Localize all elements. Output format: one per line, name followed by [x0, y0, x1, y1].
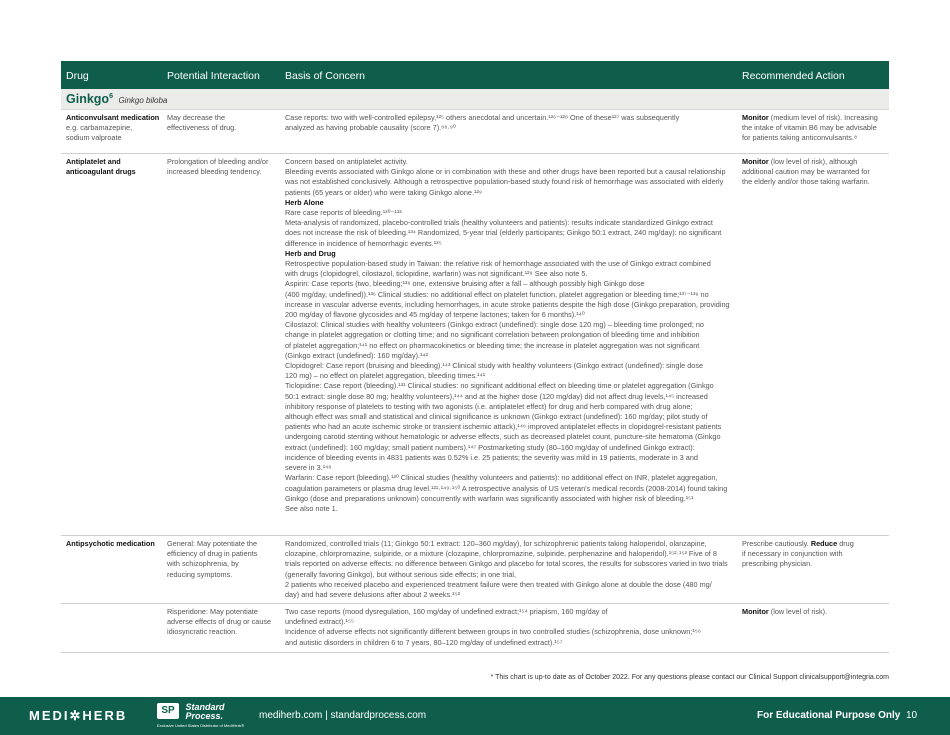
text-line: change in platelet aggregation or clotting time; and no significant correlation between prolongation of bleeding time and inhibition [285, 330, 700, 340]
text-line: efficiency of drug in patients [167, 549, 258, 559]
text-line: Retrospective population-based study in Taiwan: the relative risk of hemorrhage associated with the use of Ginkgo extract combined [285, 259, 711, 269]
text-line: clozapine, chlorpromazine, sulpiride, or a mixture (clozapine, chlorpromazine, sulpiride, perphenazine and haloperidol).¹⁵²·¹⁵³ Five of 8 [285, 549, 717, 559]
text-line: does not increase the risk of bleeding.¹³⁴ Randomized, 5-year trial (elderly participants; Ginkgo 50:1 extract, 240 mg/day): no significant [285, 228, 722, 238]
action-cell: Monitor (low level of risk), although additional caution may be warranted for the elderly and/or those taking warfarin. [742, 157, 870, 187]
text-line: (Ginkgo extract (undefined): 160 mg/day).¹⁴² [285, 350, 429, 360]
text-line: See also note 1. [285, 503, 338, 513]
interaction-cell: Prolongation of bleeding and/or increased bleeding tendency. [167, 157, 269, 177]
basis-cell: Case reports: two with well-controlled epilepsy,¹²⁵ others anecdotal and uncertain.¹²⁶⁻¹²⁸ One of these¹²⁷ was subsequently analyzed as having probable causality (score 7).⁸⁸·⁹⁰ [285, 113, 680, 133]
action-cell: Monitor (medium level of risk). Increasing the intake of vitamin B6 may be advisable for patients taking anticonvulsants.⁸ [742, 113, 878, 143]
action-cell: Prescribe cautiously. Reduce drug if necessary in conjunction with prescribing physician. [742, 539, 854, 569]
text-line: Two case reports (mood dysregulation, 160 mg/day of undefined extract;¹⁵⁴ priapism, 160 mg/day of [285, 607, 608, 616]
interaction-cell [167, 539, 279, 580]
text-line: trials reported on adverse effects: no difference between Ginkgo and placebo for total scores, the results for subscores varied in two trials [285, 559, 728, 569]
text-line: undergoing carotid stenting without hematologic or adverse effects, such as decreased platelet count, puncture-site hematoma (Ginkgo [285, 432, 721, 442]
text-line: (generally favoring Ginkgo), but without serious side effects; in one trial, [285, 569, 517, 579]
table-row-antiplatelet [61, 154, 889, 536]
text-line: Clopidogrel: Case report (bruising and bleeding).¹⁴³ Clinical study with healthy volunteers (Ginkgo extract (undefined): single dose [285, 361, 704, 371]
text-line: Incidence of adverse effects not significantly different between groups in two controlled studies (schizophrenia, dose unknown;¹⁵⁶ [285, 627, 701, 637]
table-row-antipsychotic [61, 536, 889, 604]
drug-cell: Antipsychotic medication [66, 539, 155, 548]
text-line: extract (undefined): 160 mg/day; small patient numbers).¹⁴⁷ Postmarketing study (80–160 mg/day of undefined Ginkgo extract): [285, 442, 695, 452]
text-line: day) and had severe delusions after about 2 weeks.¹⁵² [285, 590, 461, 600]
table-row-anticonvulsant [61, 110, 889, 154]
text-line: increase in vascular adverse events, including hemorrhages, in acute stroke patients despite the high dose (Ginkgo preparation, providing [285, 299, 730, 309]
col-action-header: Recommended Action [742, 70, 845, 82]
text-line: inhibitory response of platelets to testing with two agonists (i.e. antiplatelet effect) for drug and herb compared with drug alone; [285, 401, 693, 411]
text-line: Randomized, controlled trials (11; Ginkgo 50:1 extract: 120–360 mg/day), for schizophrenic patients taking haloperidol, olanzapine, [285, 539, 707, 548]
herb-title: Ginkgo$^6$ Ginkgo biloba [66, 92, 168, 106]
text-line: 2 patients who received placebo and experienced treatment failure were then treated with Ginkgo alone at double the dose (480 mg/ [285, 579, 712, 589]
educational-notice: For Educational Purpose Only [757, 710, 901, 721]
text-line: coagulation parameters or plasma drug level.¹²¹·¹⁴⁹·¹⁵⁰ A retrospective analysis of US veteran's medical records (2008-2014) found taking [285, 483, 728, 493]
col-drug-header: Drug [66, 70, 89, 82]
text-line: Rare case reports of bleeding.¹³⁰⁻¹³³ [285, 208, 402, 218]
action-cell: Monitor (low level of risk). [742, 607, 828, 616]
footer-bar [0, 697, 950, 735]
text-line: patients (65 years or older) who were taking Ginkgo alone.¹²⁹ [285, 187, 482, 197]
text-line: reducing symptoms. [167, 569, 233, 579]
text-line: Ginkgo (dose and preparations unknown) concurrently with warfarin was significantly associated with higher risk of bleeding.¹⁵¹ [285, 493, 694, 503]
text-line: incidence of bleeding events in 4831 patients was 0.52% i.e. 25 patients; the severity was mild in 19 patients, moderate in 3 and [285, 452, 698, 462]
standard-process-logo: SP Standard Process. Exclusive United States Distributor of MediHerb® [157, 702, 245, 728]
text-line: General: May potentiate the [167, 539, 258, 548]
text-line: Risperidone: May potentiate [167, 607, 258, 616]
text-line: Meta-analysis of randomized, placebo-controlled trials (healthy volunteers and patients): results indicate standardized Ginkgo extract [285, 218, 713, 228]
footnote: * This chart is up-to date as of October 2022. For any questions please contact our Clinical Support clinicalsupport@integria.com [490, 674, 889, 681]
interaction-table [61, 61, 889, 653]
text-line: 200 mg/day of flavone glycosides and 45 mg/day of terpene lactones; taken for 6 months).¹⁴⁰ [285, 310, 585, 320]
interaction-cell: May decrease the effectiveness of drug. [167, 113, 237, 133]
text-line: Ticlopidine: Case report (bleeding).¹³¹ Clinical studies: no significant additional effect on bleeding time or platelet aggregation (Ginkgo [285, 381, 714, 391]
text-line: and autistic disorders in children 6 to 7 years, 80–120 mg/day of undefined extract).¹⁵⁷ [285, 637, 563, 647]
text-line: 120 mg) – no effect on platelet aggregation, bleeding times.¹⁴¹ [285, 371, 486, 381]
text-line: 50:1 extract: single dose 80 mg; healthy volunteers),¹⁴⁴ and at the higher dose (120 mg/day) did not affect drug levels,¹⁴⁵ increased [285, 391, 708, 401]
sp-mark-icon: SP [157, 703, 179, 719]
basis-cell [285, 157, 733, 514]
mediherb-logo: MEDI✲HERB [29, 708, 128, 723]
table-row-risperidone [61, 604, 889, 653]
text-line: difference in incidence of hemorrhagic events.¹³⁵ [285, 238, 442, 248]
text-line: Herb Alone [285, 197, 324, 207]
text-line: Warfarin: Case report (bleeding).¹³⁰ Clinical studies (healthy volunteers and patients): no additional effect on INR, platelet aggregation, [285, 473, 718, 483]
text-line: patients who had an acute ischemic stroke or transient ischemic attack),¹⁴⁶ improved antiplatelet effects in clopidogrel-resistant patients [285, 422, 722, 432]
drug-cell: Anticonvulsant medication e.g. carbamazepine, sodium valproate [66, 113, 160, 143]
text-line: Concern based on antiplatelet activity. [285, 157, 408, 166]
text-line: Bleeding events associated with Ginkgo alone or in combination with these and other drugs have been reported but a causal relationship [285, 167, 726, 177]
page-number: 10 [906, 710, 918, 721]
text-line: although effect was small and statistical and clinical significance is unknown (Ginkgo extract (undefined): 160 mg/day; pilot study of [285, 412, 708, 422]
drug-cell: Antiplatelet and anticoagulant drugs [66, 157, 136, 177]
text-line: adverse effects of drug or cause [167, 617, 272, 627]
text-line: (400 mg/day, undefined)).¹³⁶ Clinical studies: no additional effect on platelet function, platelet aggregation or bleeding time;¹³⁷⁻¹³⁹ no [285, 289, 709, 299]
footer-links[interactable]: mediherb.com | standardprocess.com [259, 710, 427, 721]
basis-cell [285, 607, 733, 648]
interaction-cell [167, 607, 279, 638]
text-line: with schizophrenia, by [167, 559, 239, 569]
text-line: severe in 3.¹⁴⁸ [285, 463, 332, 473]
text-line: was not established conclusively. Although a retrospective population-based study found risk of hemorrhage was associated with elderly [285, 177, 724, 187]
text-line: undefined extract).¹⁵⁵ [285, 617, 354, 627]
basis-cell [285, 539, 733, 600]
text-line: Aspirin: Case reports (two, bleeding;¹³⁶ one, extensive bruising after a fall – although possibly high Ginkgo dose [285, 279, 645, 289]
sp-tagline: Exclusive United States Distributor of MediHerb® [157, 723, 245, 728]
text-line: Cilostazol: Clinical studies with healthy volunteers (Ginkgo extract (undefined): single dose 120 mg) – bleeding time prolonged; no [285, 320, 704, 330]
text-line: Herb and Drug [285, 248, 336, 258]
text-line: idiosyncratic reaction. [167, 627, 238, 637]
col-interaction-header: Potential Interaction [167, 70, 260, 82]
table-header [61, 61, 889, 89]
col-basis-header: Basis of Concern [285, 70, 365, 82]
herb-band [61, 89, 889, 110]
text-line: with drugs (clopidogrel, cilostazol, ticlopidine, warfarin) was not significant.¹²⁹ See also note 5. [285, 269, 588, 279]
text-line: of platelet aggregation;¹⁴¹ no effect on pharmacokinetics or bleeding time; the increase in platelet aggregation was not significant [285, 340, 700, 350]
